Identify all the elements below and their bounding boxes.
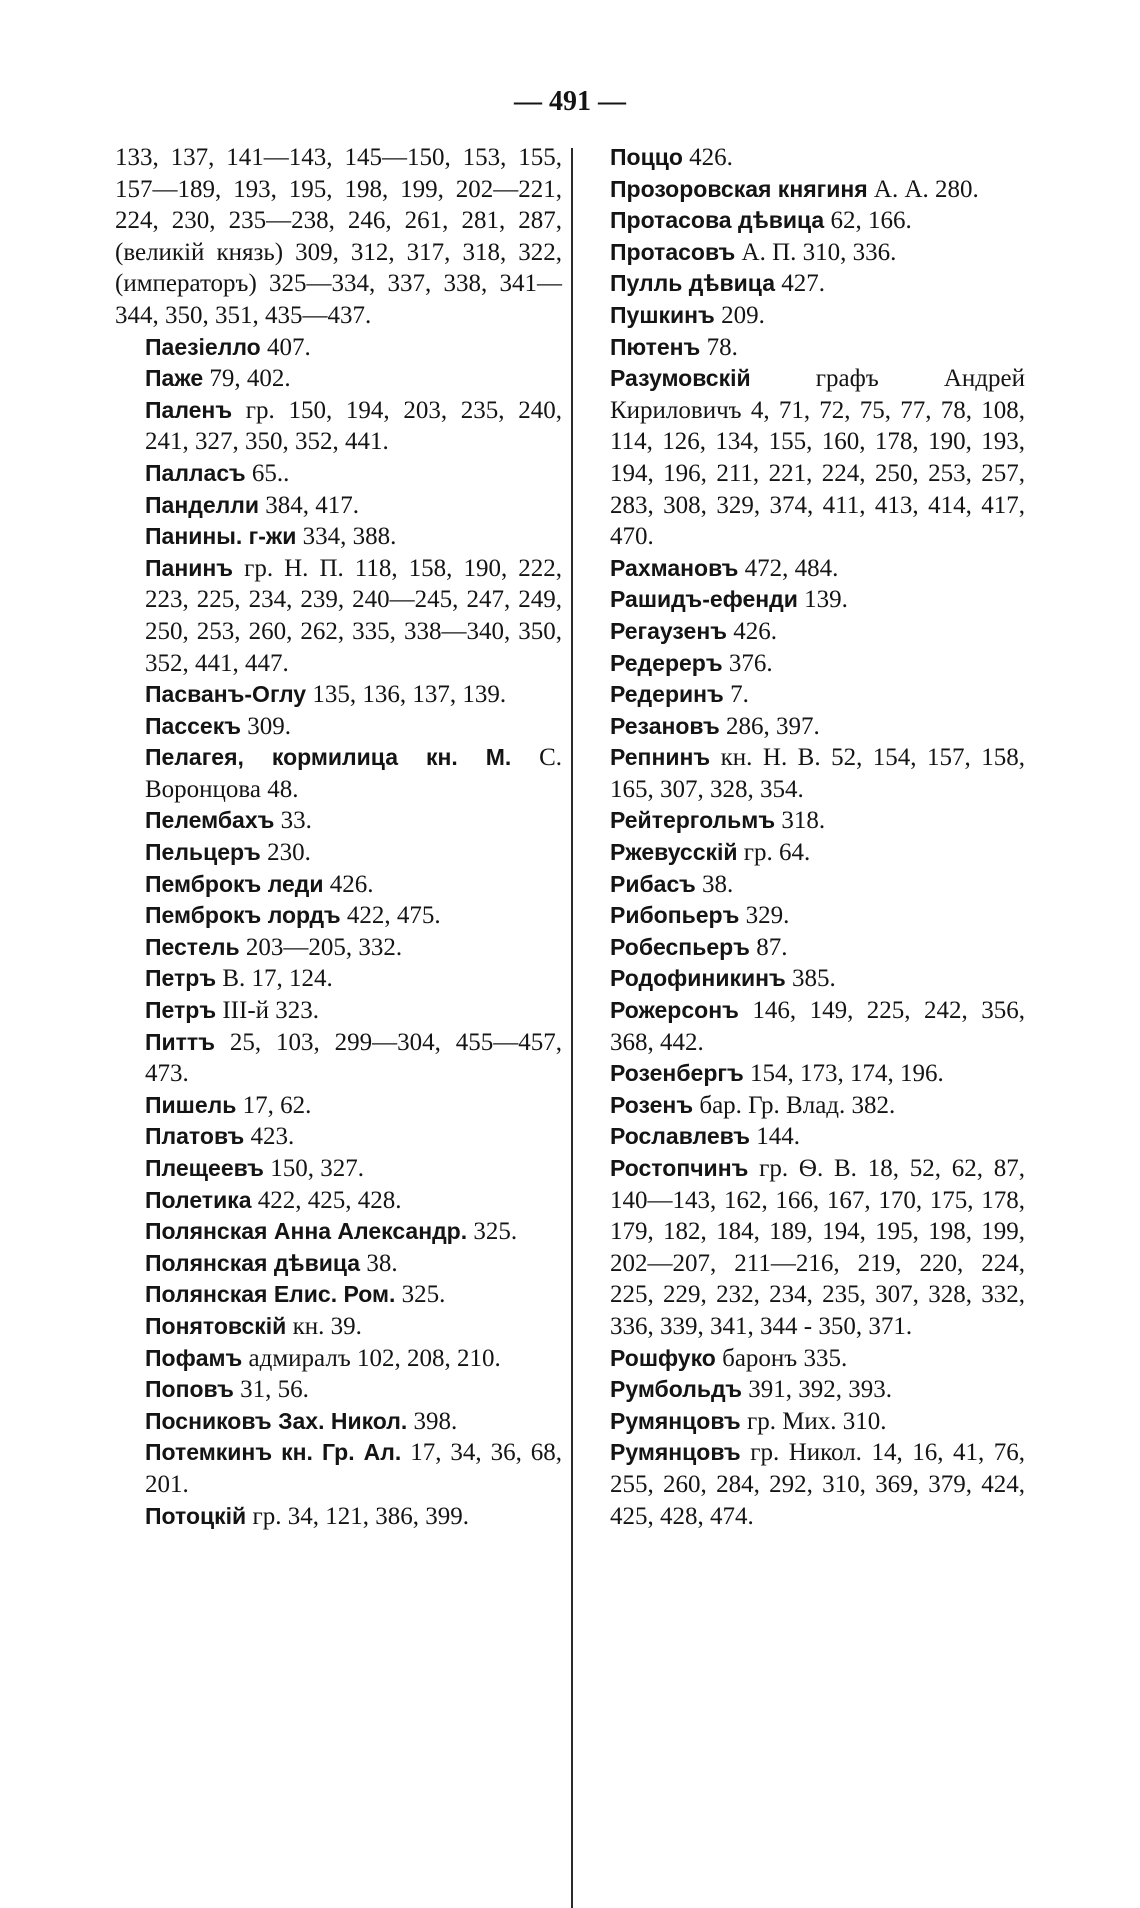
entry-name: Рожерсонъ xyxy=(610,997,739,1024)
index-entry xyxy=(115,521,562,553)
index-entry xyxy=(115,553,562,679)
index-entry xyxy=(580,837,1025,869)
entry-name: Паже xyxy=(145,365,204,392)
index-entry xyxy=(580,553,1025,585)
entry-name: Полянская дѣвица xyxy=(145,1249,361,1276)
entry-refs: 133, 137, 141—143, 145—150, 153, 155, 157—189, 193, 195, 198, 199, 202—221, 224, 230, 235—238, 246, 261, 281, 287, (великій князь) 309, 312, 317, 318, 322, (императоръ) 325—334, 337, 338, 341—344, 350, 351, 435—437. xyxy=(115,144,562,329)
index-column-left xyxy=(115,142,562,1532)
entry-name: Потемкинъ кн. Гр. Ал. xyxy=(145,1439,402,1466)
index-entry xyxy=(115,995,562,1027)
index-entry xyxy=(580,742,1025,805)
entry-name: Рашидъ-ефенди xyxy=(610,586,798,613)
index-entry xyxy=(580,995,1025,1058)
index-entry xyxy=(580,142,1025,174)
index-entry xyxy=(580,584,1025,616)
index-entry xyxy=(115,963,562,995)
index-column-right xyxy=(580,142,1025,1532)
entry-refs: 150, 327. xyxy=(270,1155,364,1182)
index-entry xyxy=(115,1153,562,1185)
entry-refs: 422, 425, 428. xyxy=(257,1186,402,1214)
index-entry xyxy=(115,932,562,964)
entry-name: Панинъ xyxy=(145,554,234,581)
entry-name: Пестель xyxy=(145,933,240,960)
index-entry xyxy=(115,1090,562,1122)
entry-name: Розенбергъ xyxy=(610,1060,744,1087)
entry-refs: А. А. 280. xyxy=(873,175,979,203)
entry-name: Полянская Анна Александр. xyxy=(145,1218,468,1245)
entry-name: Полетика xyxy=(145,1186,252,1213)
entry-name: Протасова дѣвица xyxy=(610,207,825,234)
entry-name: Панины. г-жи xyxy=(145,523,297,550)
entry-name: Платовъ xyxy=(145,1123,245,1150)
entry-refs: 385. xyxy=(792,965,836,993)
index-entry xyxy=(580,300,1025,332)
entry-refs: 33. xyxy=(280,807,312,835)
index-entry xyxy=(580,1090,1025,1122)
entry-name: Робеспьеръ xyxy=(610,933,750,960)
entry-name: Паезіелло xyxy=(145,333,261,360)
entry-refs: А. П. 310, 336. xyxy=(741,238,897,266)
index-entry xyxy=(115,490,562,522)
entry-refs: 17, 62. xyxy=(242,1091,312,1119)
index-entry xyxy=(115,1248,562,1280)
entry-refs: гр. Ѳ. В. 18, 52, 62, 87, 140—143, 162, 166, 167, 170, 175, 178, 179, 182, 184, 189, 194, 195, 198, 199, 202—207, 211—216, 219, 220, 224, 225, 229, 232, 234, 235, 307, 328, 332, 336, 339, 341, 344 - 350, 371. xyxy=(610,1155,1026,1340)
entry-refs: графъ Андрей Кириловичъ 4, 71, 72, 75, 77, 78, 108, 114, 126, 134, 155, 160, 178, 190, 193, 194, 196, 211, 221, 224, 250, 253, 257, 283, 308, 329, 374, 411, 413, 414, 417, 470. xyxy=(610,365,1026,551)
entry-refs: 426. xyxy=(689,144,733,171)
entry-name: Рошфуко xyxy=(610,1344,716,1371)
entry-refs: 334, 388. xyxy=(302,523,397,551)
entry-refs: 203—205, 332. xyxy=(245,933,403,961)
index-entry xyxy=(115,1343,562,1375)
index-entry xyxy=(580,363,1025,553)
index-entry xyxy=(580,869,1025,901)
entry-name: Пелагея, кормилица кн. М. xyxy=(145,744,512,771)
entry-name: Петръ xyxy=(145,965,217,992)
entry-name: Румянцовъ xyxy=(610,1407,741,1434)
entry-name: Репнинъ xyxy=(610,744,711,771)
entry-refs: бар. Гр. Влад. 382. xyxy=(699,1091,896,1119)
entry-refs: кн. Н. В. 52, 154, 157, 158, 165, 307, 328, 354. xyxy=(610,744,1025,803)
entry-name: Рибасъ xyxy=(610,870,696,897)
entry-name: Редеринъ xyxy=(610,681,724,708)
entry-refs: гр. 150, 194, 203, 235, 240, 241, 327, 350, 352, 441. xyxy=(145,396,563,456)
entry-name: Пулль дѣвица xyxy=(610,270,776,297)
index-entry xyxy=(115,1501,562,1533)
entry-refs: В. 17, 124. xyxy=(222,965,333,993)
entry-refs: 426. xyxy=(329,870,374,898)
entry-name: Протасовъ xyxy=(610,238,736,265)
index-entry xyxy=(580,332,1025,364)
index-entry xyxy=(580,1343,1025,1375)
index-entry xyxy=(115,1185,562,1217)
index-entry xyxy=(580,268,1025,300)
index-entry xyxy=(580,900,1025,932)
entry-name: Поццо xyxy=(610,144,683,170)
index-entry xyxy=(115,742,562,805)
entry-name: Панделли xyxy=(145,491,259,518)
entry-name: Разумовскій xyxy=(610,365,751,392)
entry-name: Плещеевъ xyxy=(145,1155,264,1181)
entry-refs: 230. xyxy=(267,839,311,867)
entry-name: Розенъ xyxy=(610,1091,694,1118)
index-entry xyxy=(580,679,1025,711)
entry-name: Рославлевъ xyxy=(610,1123,750,1150)
entry-refs: 325. xyxy=(401,1281,446,1309)
index-entry xyxy=(580,1374,1025,1406)
index-entry xyxy=(115,395,562,458)
entry-name: Редереръ xyxy=(610,649,723,676)
index-entry xyxy=(115,332,562,364)
index-entry xyxy=(115,458,562,490)
entry-name: Резановъ xyxy=(610,712,720,739)
page-number: — 491 — xyxy=(514,86,626,117)
index-entry xyxy=(580,1058,1025,1090)
entry-refs: гр. Мих. 310. xyxy=(746,1407,887,1435)
entry-refs: 17, 34, 36, 68, 201. xyxy=(145,1439,563,1498)
index-entry xyxy=(115,1406,562,1438)
entry-name: Пушкинъ xyxy=(610,301,715,328)
entry-name: Пишель xyxy=(145,1091,237,1118)
entry-refs: 325. xyxy=(473,1218,518,1246)
entry-refs: 209. xyxy=(721,301,765,329)
entry-refs: 38. xyxy=(701,870,734,898)
entry-refs: 318. xyxy=(781,807,826,835)
index-entry xyxy=(115,1374,562,1406)
entry-name: Пютенъ xyxy=(610,333,701,360)
index-entry xyxy=(580,1437,1025,1532)
entry-name: Потоцкій xyxy=(145,1502,247,1529)
entry-refs: 376. xyxy=(728,649,773,677)
entry-refs: 31, 56. xyxy=(240,1376,309,1404)
entry-refs: гр. Н. П. 118, 158, 190, 222, 223, 225, 234, 239, 240—245, 247, 249, 250, 253, 260, 262, 335, 338—340, 350, 352, 441, 447. xyxy=(145,554,563,677)
entry-refs: 79, 402. xyxy=(209,365,291,393)
entry-refs: 87. xyxy=(756,933,788,961)
index-entry xyxy=(115,363,562,395)
entry-name: Пасванъ-Оглу xyxy=(145,681,307,708)
index-entry xyxy=(115,1311,562,1343)
entry-refs: 135, 136, 137, 139. xyxy=(312,681,507,709)
entry-name: Румбольдъ xyxy=(610,1376,743,1403)
entry-name: Родофиникинъ xyxy=(610,965,786,992)
entry-refs: С. Воронцова 48. xyxy=(145,744,563,803)
entry-name: Питтъ xyxy=(145,1028,215,1055)
entry-refs: 329. xyxy=(745,902,790,930)
entry-refs: 25, 103, 299—304, 455—457, 473. xyxy=(145,1028,563,1088)
entry-refs: 65.. xyxy=(251,459,290,487)
entry-refs: 398. xyxy=(413,1407,458,1435)
entry-name: Поповъ xyxy=(145,1376,234,1403)
entry-refs: 426. xyxy=(733,617,777,645)
index-entry xyxy=(115,1121,562,1153)
index-entry xyxy=(580,205,1025,237)
entry-name: Пемброкъ леди xyxy=(145,870,324,897)
entry-name: Пофамъ xyxy=(145,1344,243,1371)
entry-name: Петръ xyxy=(145,997,217,1024)
entry-name: Пассекъ xyxy=(145,712,241,739)
entry-name: Пелембахъ xyxy=(145,807,275,834)
entry-refs: 422, 475. xyxy=(346,902,441,930)
entry-refs: 391, 392, 393. xyxy=(748,1376,893,1404)
index-entry xyxy=(115,805,562,837)
index-entry xyxy=(580,932,1025,964)
index-entry xyxy=(580,237,1025,269)
entry-refs: 139. xyxy=(804,586,848,614)
index-entry xyxy=(115,1279,562,1311)
entry-refs: 62, 166. xyxy=(830,207,912,235)
entry-name: Рахмановъ xyxy=(610,554,739,581)
entry-name: Рибопьеръ xyxy=(610,902,740,929)
entry-refs: 7. xyxy=(730,681,749,709)
index-entry xyxy=(580,648,1025,680)
entry-name: Пельцеръ xyxy=(145,839,261,866)
index-entry xyxy=(115,1216,562,1248)
entry-name: Паленъ xyxy=(145,396,233,423)
index-entry xyxy=(115,1437,562,1500)
column-divider xyxy=(571,148,573,1908)
index-entry xyxy=(115,869,562,901)
entry-refs: адмиралъ 102, 208, 210. xyxy=(248,1344,501,1372)
entry-refs: 78. xyxy=(706,333,738,361)
entry-name: Палласъ xyxy=(145,459,246,486)
entry-refs: гр. 64. xyxy=(743,839,811,867)
index-entry xyxy=(580,963,1025,995)
entry-refs: 423. xyxy=(250,1123,295,1151)
entry-refs: 309. xyxy=(247,712,291,740)
entry-refs: 286, 397. xyxy=(726,712,820,740)
entry-name: Ржевусскій xyxy=(610,839,738,866)
entry-refs: 144. xyxy=(756,1123,800,1151)
entry-refs: 146, 149, 225, 242, 356, 368, 442. xyxy=(610,997,1026,1056)
index-entry xyxy=(580,711,1025,743)
index-entry xyxy=(115,142,562,332)
index-entry xyxy=(115,679,562,711)
entry-name: Полянская Елис. Ром. xyxy=(145,1281,396,1308)
entry-refs: III-й 323. xyxy=(222,997,320,1025)
entry-name: Понятовскій xyxy=(145,1312,287,1339)
index-entry xyxy=(580,1406,1025,1438)
entry-refs: 407. xyxy=(266,333,311,361)
entry-refs: 38. xyxy=(366,1249,398,1277)
entry-name: Румянцовъ xyxy=(610,1439,741,1466)
entry-refs: гр. Никол. 14, 16, 41, 76, 255, 260, 284, 292, 310, 369, 379, 424, 425, 428, 474. xyxy=(610,1439,1025,1530)
index-entry xyxy=(115,1027,562,1090)
entry-refs: 154, 173, 174, 196. xyxy=(749,1060,944,1088)
index-entry xyxy=(115,900,562,932)
entry-refs: 384, 417. xyxy=(265,491,359,519)
entry-name: Пемброкъ лордъ xyxy=(145,902,341,929)
entry-refs: кн. 39. xyxy=(292,1312,362,1340)
index-entry xyxy=(580,805,1025,837)
entry-refs: 472, 484. xyxy=(744,554,839,582)
index-entry xyxy=(580,616,1025,648)
entry-name: Ростопчинъ xyxy=(610,1155,749,1181)
entry-refs: гр. 34, 121, 386, 399. xyxy=(252,1502,469,1530)
index-entry xyxy=(580,1153,1025,1343)
entry-name: Посниковъ Зах. Никол. xyxy=(145,1407,408,1434)
entry-name: Прозоровская княгиня xyxy=(610,175,868,202)
entry-refs: баронъ 335. xyxy=(722,1344,848,1372)
entry-name: Рейтергольмъ xyxy=(610,807,776,834)
index-entry xyxy=(580,174,1025,206)
entry-name: Регаузенъ xyxy=(610,617,727,644)
index-entry xyxy=(115,837,562,869)
entry-refs: 427. xyxy=(781,270,826,298)
index-entry xyxy=(115,711,562,743)
index-entry xyxy=(580,1121,1025,1153)
